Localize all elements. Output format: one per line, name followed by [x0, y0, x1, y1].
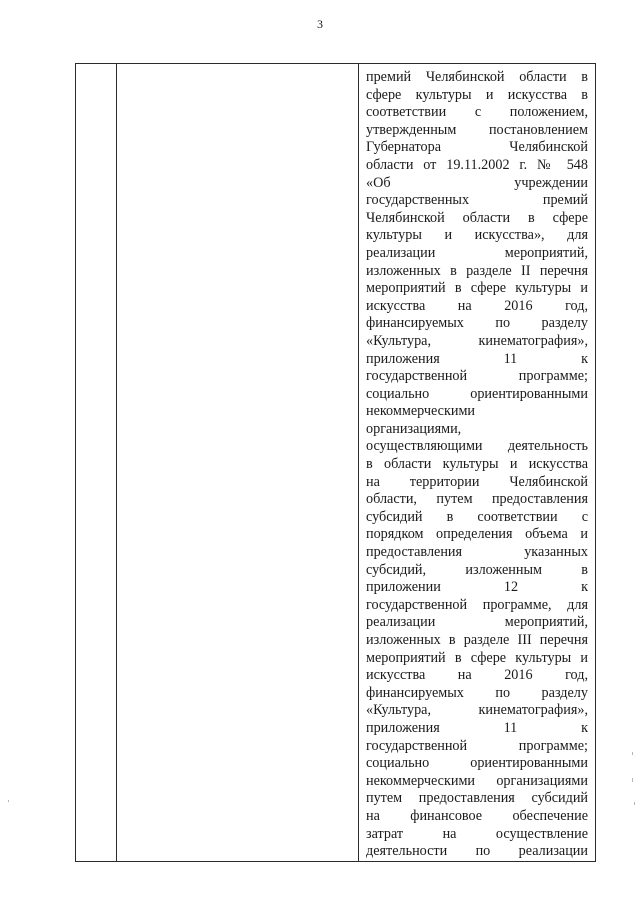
text-line: деятельности по реализации — [366, 843, 588, 860]
text-line: сфере культуры и искусства в — [366, 86, 588, 103]
text-line: на финансовое обеспечение — [366, 807, 588, 824]
page-number: 3 — [317, 17, 323, 31]
text-line: затрат на осуществление — [366, 825, 588, 842]
text-line: социально ориентированными — [366, 385, 588, 402]
scan-artifact — [632, 778, 633, 782]
table-cell-name — [117, 64, 359, 862]
text-line: порядком определения объема и — [366, 526, 588, 543]
text-line: предоставления указанных — [366, 544, 588, 561]
text-line: реализации мероприятий, — [366, 244, 588, 261]
text-line: субсидий, изложенным в — [366, 561, 588, 578]
text-line: утвержденным постановлением — [366, 121, 588, 138]
text-line: социально ориентированными — [366, 755, 588, 772]
text-line: Челябинской области в сфере — [366, 209, 588, 226]
text-line: премий Челябинской области в — [366, 69, 588, 85]
description-text — [359, 64, 595, 861]
text-line: изложенных в разделе III перечня — [366, 632, 588, 648]
table-cell-description — [359, 64, 596, 862]
text-line: приложении 12 к — [366, 579, 588, 596]
document-table — [75, 63, 596, 862]
text-line: Губернатора Челябинской — [366, 139, 588, 156]
text-line: мероприятий в сфере культуры и — [366, 649, 588, 666]
text-line: культуры и искусства», для — [366, 227, 588, 244]
text-line: изложенных в разделе II перечня — [366, 262, 588, 279]
text-line: реализации мероприятий, — [366, 614, 588, 631]
text-line: государственной программе, для — [366, 596, 588, 613]
text-line: организациями, — [366, 420, 462, 437]
scan-artifact — [632, 752, 633, 755]
text-line: финансируемых по разделу — [366, 315, 588, 332]
text-line: некоммерческими организациями — [366, 772, 588, 789]
scan-artifact — [634, 802, 635, 805]
scan-artifact — [8, 800, 9, 802]
text-line: государственных премий — [366, 192, 588, 209]
text-line: приложения 11 к — [366, 350, 588, 367]
text-line: «Об учреждении — [366, 174, 588, 191]
table-row — [76, 64, 596, 862]
text-line: «Культура, кинематография», — [366, 332, 588, 349]
text-line: искусства на 2016 год, — [366, 667, 588, 684]
text-line: «Культура, кинематография», — [366, 702, 588, 719]
text-line: государственной программе; — [366, 368, 588, 385]
text-line: путем предоставления субсидий — [366, 790, 588, 807]
text-line: области от 19.11.2002 г. № 548 — [366, 156, 588, 173]
text-line: финансируемых по разделу — [366, 684, 588, 701]
text-line: области, путем предоставления — [366, 491, 588, 508]
text-line: приложения 11 к — [366, 719, 588, 736]
text-line: искусства на 2016 год, — [366, 297, 588, 314]
text-line: в области культуры и искусства — [366, 456, 588, 473]
text-line: субсидий в соответствии с — [366, 508, 588, 525]
text-line: некоммерческими — [366, 403, 476, 420]
text-line: соответствии с положением, — [366, 104, 588, 121]
table-cell-number — [76, 64, 117, 862]
text-line: государственной программе; — [366, 737, 588, 754]
text-line: на территории Челябинской — [366, 473, 588, 490]
text-line: осуществляющими деятельность — [366, 438, 588, 455]
text-line: мероприятий в сфере культуры и — [366, 280, 588, 297]
